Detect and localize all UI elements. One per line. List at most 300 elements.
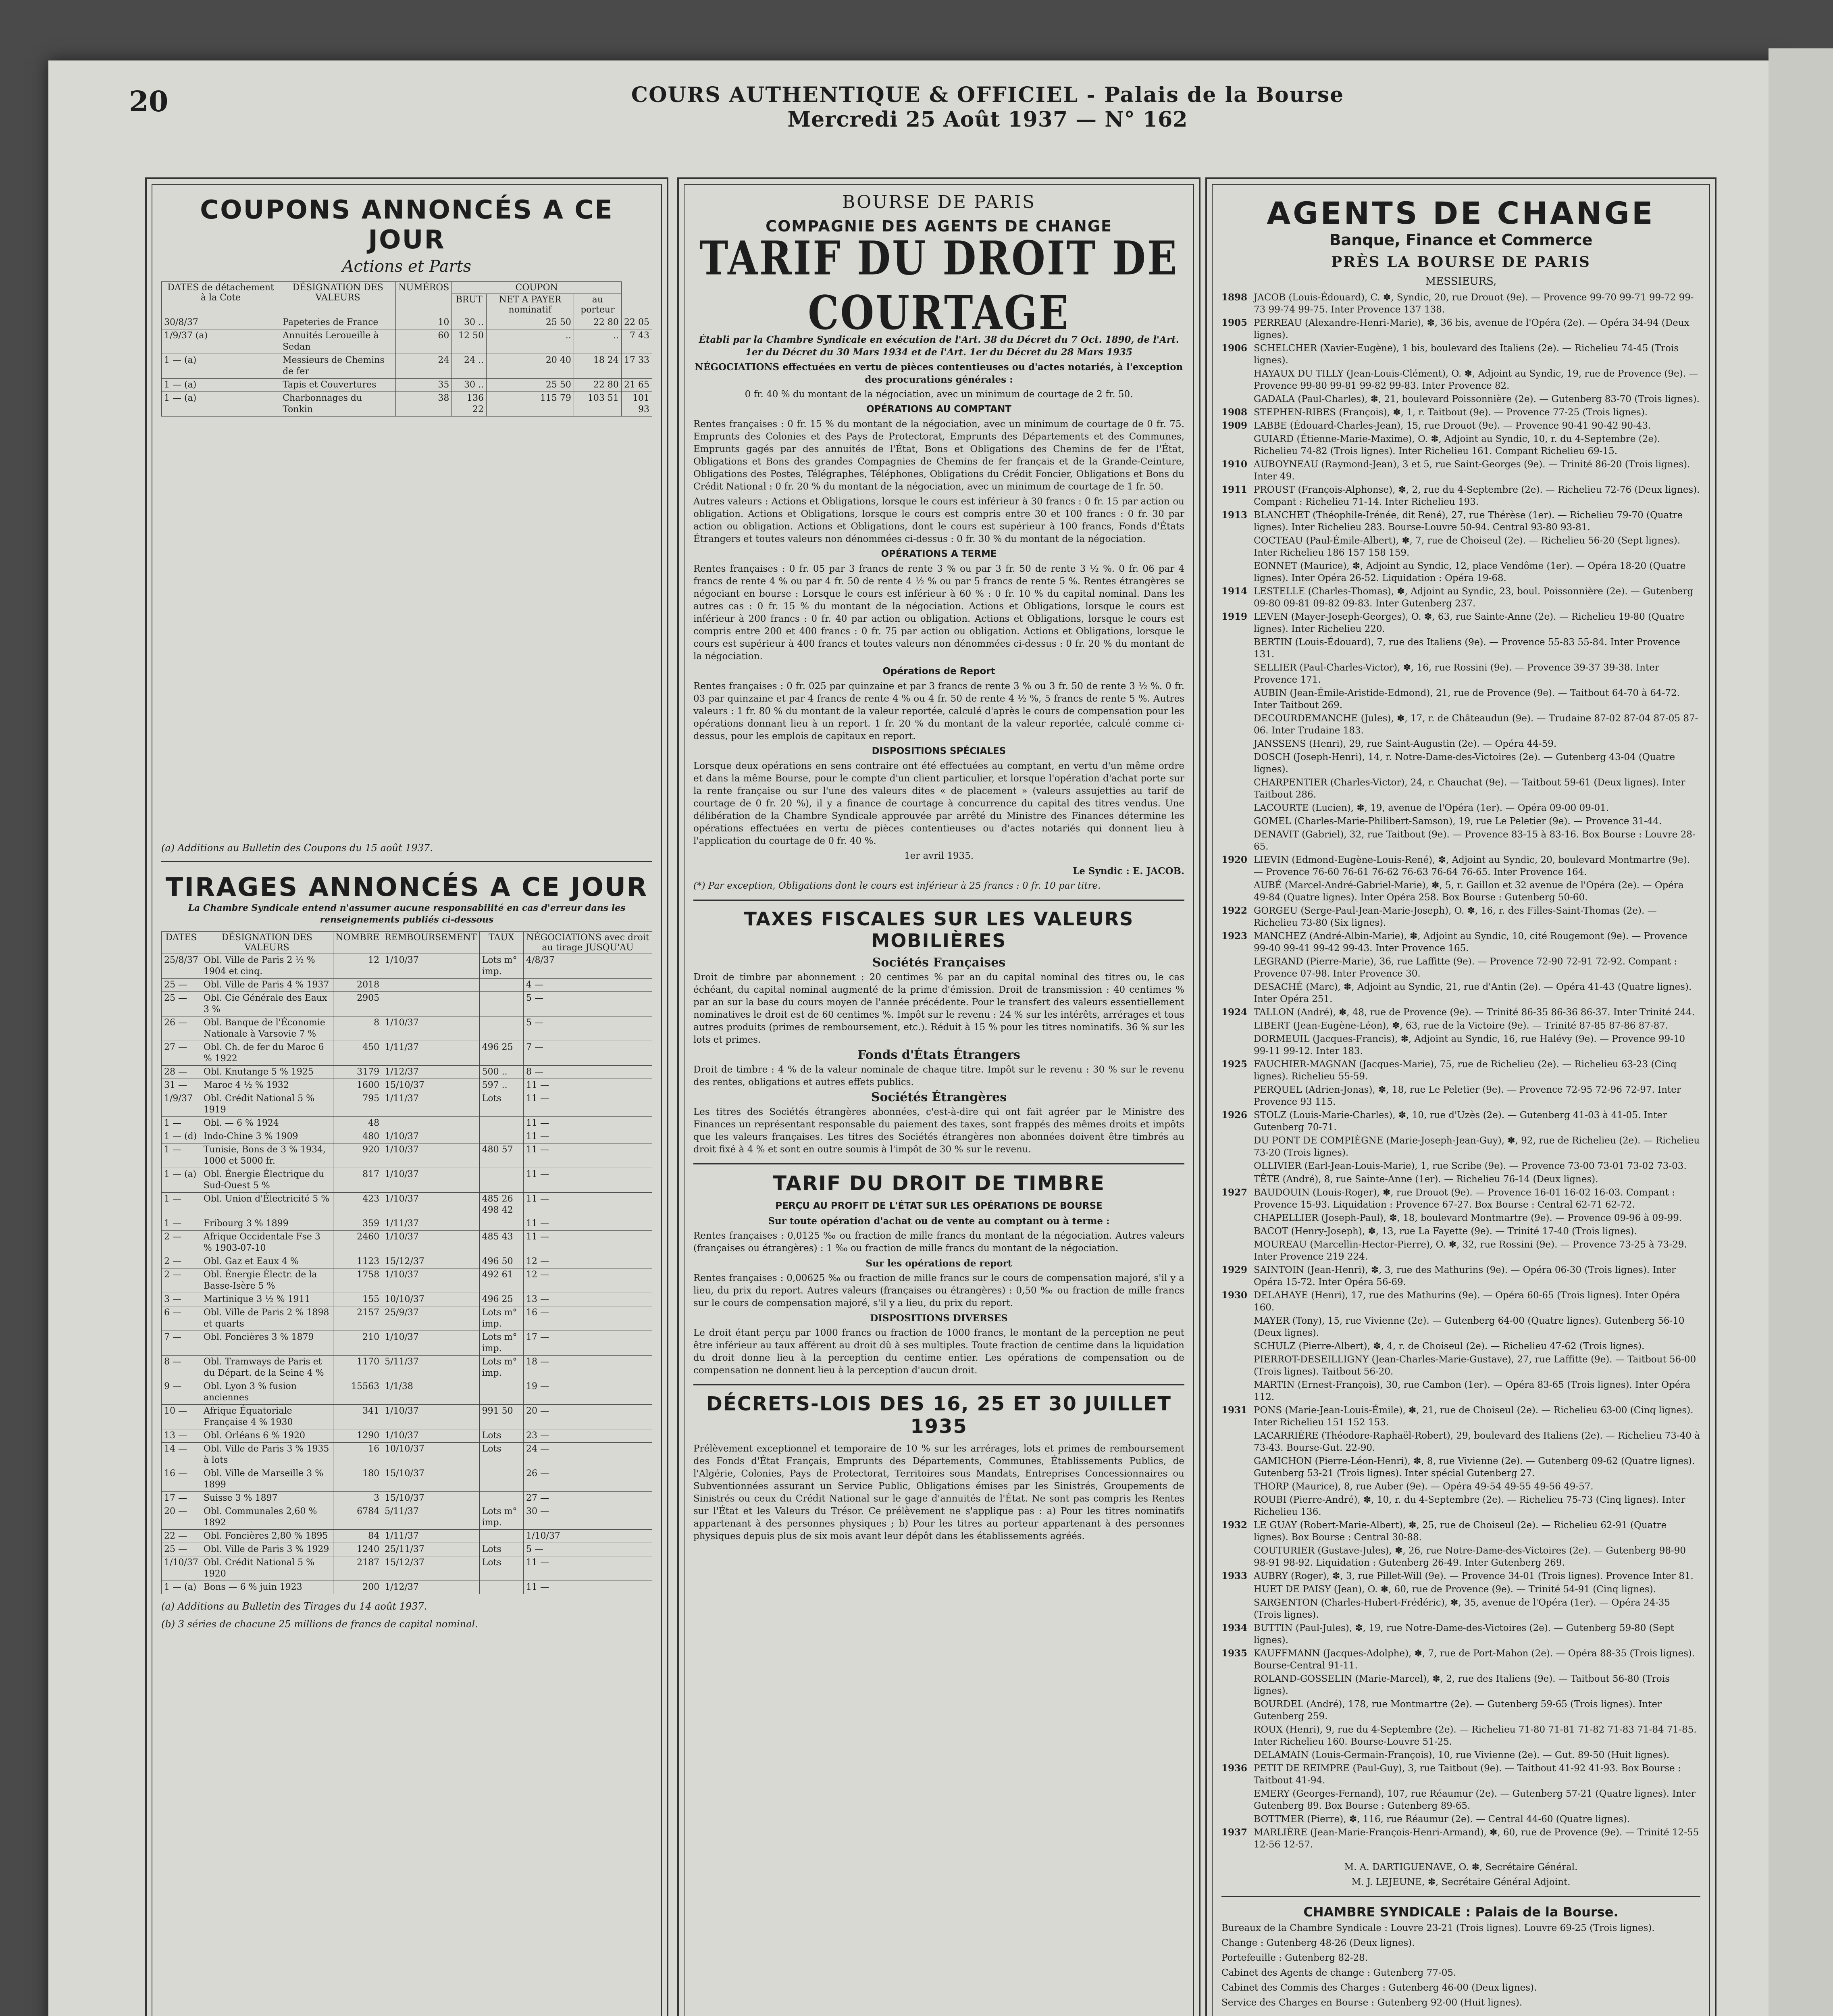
agent-year xyxy=(1221,1597,1254,1621)
table-cell: Martinique 3 ½ % 1911 xyxy=(201,1293,333,1306)
table-cell: Lots m° imp. xyxy=(479,1331,523,1356)
agent-year: 1922 xyxy=(1221,905,1248,916)
agent-details: LEVEN (Mayer-Joseph-Georges), O. ✽, 63, rue Sainte-Anne (2e). — Richelieu 19-80 (Quatre lignes). Inter Richelieu 220. xyxy=(1254,612,1685,634)
agent-details: JANSSENS (Henri), 29, rue Saint-Augustin (2e). — Opéra 44-59. xyxy=(1254,739,1557,749)
table-cell: 480 57 xyxy=(479,1143,523,1168)
table-row xyxy=(162,1356,652,1380)
masthead xyxy=(605,83,1371,132)
agent-details: DELAHAYE (Henri), 17, rue des Mathurins (9e). — Opéra 60-65 (Trois lignes). Inter Opéra 160. xyxy=(1254,1290,1680,1313)
agent-year xyxy=(1221,560,1254,584)
table-cell: 500 .. xyxy=(479,1066,523,1079)
table-cell: .. xyxy=(574,329,621,354)
table-cell: 1290 xyxy=(333,1429,382,1443)
table-cell: 25/8/37 xyxy=(162,954,201,979)
agent-entry xyxy=(1221,1006,1700,1018)
agent-details: KAUFFMANN (Jacques-Adolphe), ✽, 7, rue de Port-Mahon (2e). — Opéra 88-35 (Trois lignes). Bourse-Central 91-11. xyxy=(1254,1648,1695,1671)
agent-year xyxy=(1221,1813,1254,1825)
agent-year xyxy=(1221,1340,1254,1352)
agent-entry xyxy=(1221,1020,1700,1032)
agent-details: GADALA (Paul-Charles), ✽, 21, boulevard Poissonnière (2e). — Gutenberg 83-70 (Trois lignes). xyxy=(1254,394,1700,404)
agent-entry xyxy=(1221,1187,1700,1211)
table-cell: 30 .. xyxy=(452,379,487,392)
timbre-subtitle: PERÇU AU PROFIT DE L'ÉTAT SUR LES OPÉRATIONS DE BOURSE xyxy=(775,1201,1103,1211)
table-row xyxy=(162,1079,652,1092)
agent-entry xyxy=(1221,1749,1700,1761)
table-cell: Obl. Foncières 3 % 1879 xyxy=(201,1331,333,1356)
agent-entry xyxy=(1221,342,1700,367)
table-cell xyxy=(479,1217,523,1231)
table-cell: 1 — xyxy=(162,1217,201,1231)
table-cell: 4/8/37 xyxy=(524,954,652,979)
agent-details: BUTTIN (Paul-Jules), ✽, 19, rue Notre-Dame-des-Victoires (2e). — Gutenberg 59-80 (Sept lignes). xyxy=(1254,1623,1674,1645)
table-cell: 1 — (d) xyxy=(162,1130,201,1143)
table-cell: 492 61 xyxy=(479,1268,523,1293)
agent-entry xyxy=(1221,829,1700,853)
taxes-fe-text: Droit de timbre : 4 % de la valeur nominale de chaque titre. Impôt sur le revenu : 30 % sur le revenu des rentes, obligations et autres effets publics. xyxy=(693,1064,1184,1087)
agent-year xyxy=(1221,829,1254,853)
agent-year xyxy=(1221,802,1254,814)
table-cell: 1/10/37 xyxy=(382,954,480,979)
agent-details: LABBE (Édouard-Charles-Jean), 15, rue Drouot (9e). — Provence 90-41 90-42 90-43. xyxy=(1254,421,1651,431)
table-row xyxy=(162,1092,652,1117)
agent-year xyxy=(1221,393,1254,405)
table-cell: 22 80 xyxy=(574,316,621,329)
table-cell: Tapis et Couvertures xyxy=(280,379,396,392)
coupons-col-nominatif: NET A PAYER nominatif xyxy=(486,294,574,316)
table-cell: 103 51 xyxy=(574,392,621,417)
table-row xyxy=(162,1268,652,1293)
table-cell: 920 xyxy=(333,1143,382,1168)
courtage-neg-head: NÉGOCIATIONS effectuées en vertu de pièces contentieuses ou d'actes notariés, à l'exception des procurations générales : xyxy=(695,362,1183,385)
agent-entry xyxy=(1221,738,1700,750)
timbre-text3: Le droit étant perçu par 1000 francs ou fraction de 1000 francs, le montant de la perception ne peut être inférieur au taux afférent au droit dû à ses multiples. Toute fraction de centime dans la liquidation du droit donne lieu à la perception du centime entier. Les opérations de compensation ou de compensation ne donnent lieu à la perception d'aucun droit. xyxy=(693,1328,1184,1376)
agent-details: HAYAUX DU TILLY (Jean-Louis-Clément), O. ✽, Adjoint au Syndic, 19, rue de Provence (9e). — Provence 99-80 99-81 99-82 99-83. Inter Provence 82. xyxy=(1254,369,1698,391)
agent-entry xyxy=(1221,1673,1700,1697)
agent-details: TALLON (André), ✽, 48, rue de Provence (9e). — Trinité 86-35 86-36 86-37. Inter Trinité 244. xyxy=(1254,1007,1695,1018)
table-cell: Obl. Ville de Paris 2 % 1898 et quarts xyxy=(201,1306,333,1331)
table-cell: 341 xyxy=(333,1405,382,1429)
courtage-op-comptant: OPÉRATIONS AU COMPTANT xyxy=(866,404,1012,414)
agent-details: THORP (Maurice), 8, rue Auber (9e). — Opéra 49-54 49-55 49-56 49-57. xyxy=(1254,1481,1594,1492)
table-row xyxy=(162,1492,652,1505)
agent-details: GORGEU (Serge-Paul-Jean-Marie-Joseph), O. ✽, 16, r. des Filles-Saint-Thomas (2e). — Richelieu 73-80 (Six lignes). xyxy=(1254,906,1657,928)
agent-entry xyxy=(1221,1173,1700,1185)
table-cell: 795 xyxy=(333,1092,382,1117)
tirages-col-negociations: NÉGOCIATIONS avec droit au tirage JUSQU'AU xyxy=(524,932,652,954)
table-cell: 15/10/37 xyxy=(382,1467,480,1492)
agent-entry xyxy=(1221,1481,1700,1493)
agent-entry xyxy=(1221,1698,1700,1722)
agent-details: PERREAU (Alexandre-Henri-Marie), ✽, 36 bis, avenue de l'Opéra (2e). — Opéra 34-94 (Deux lignes). xyxy=(1254,318,1689,340)
tirages-col-nombre: NOMBRE xyxy=(333,932,382,954)
courtage-syndic: Le Syndic : E. JACOB. xyxy=(1073,866,1184,877)
agent-year xyxy=(1221,981,1254,1005)
agent-entry xyxy=(1221,854,1700,878)
agent-year xyxy=(1221,662,1254,686)
agent-year: 1905 xyxy=(1221,317,1248,328)
agent-year xyxy=(1221,1315,1254,1339)
agent-entry xyxy=(1221,1084,1700,1108)
table-row xyxy=(162,1581,652,1594)
table-cell: 1/11/37 xyxy=(382,1041,480,1066)
table-row xyxy=(162,1117,652,1130)
courtage-title: TARIF DU DROIT DE COURTAGE xyxy=(699,231,1179,340)
table-cell: Obl. Orléans 6 % 1920 xyxy=(201,1429,333,1443)
agent-year: 1930 xyxy=(1221,1290,1248,1301)
table-cell: 1 — xyxy=(162,1143,201,1168)
table-cell: 1/10/37 xyxy=(382,1016,480,1041)
chambre-line-6: Service des Charges en Bourse : Gutenberg 92-00 (Huit lignes). xyxy=(1221,1997,1523,2008)
table-cell: Obl. Lyon 3 % fusion anciennes xyxy=(201,1380,333,1405)
table-cell: 20 — xyxy=(162,1505,201,1530)
agent-year: 1935 xyxy=(1221,1648,1248,1659)
table-cell xyxy=(382,992,480,1016)
table-cell: 1600 xyxy=(333,1079,382,1092)
table-cell: 25 — xyxy=(162,992,201,1016)
agent-details: MARTIN (Ernest-François), 30, rue Cambon (1er). — Opéra 83-65 (Trois lignes). Inter Opéra 112. xyxy=(1254,1380,1691,1402)
agent-entry xyxy=(1221,1354,1700,1378)
courtage-terme-text: Rentes françaises : 0 fr. 05 par 3 francs de rente 3 % ou par 3 fr. 50 de rente 3 ½ %. 0 fr. 06 par 4 francs de rente 4 % ou par 4 fr. 50 de rente 4 ½ % ou par 5 francs de rente 5 %. Rentes étrangères se négociant en bourse : Lorsque le cours est inférieur à 60 % : 0 fr. 10 % du capital nominal. Dans les autres cas : 0 fr. 15 % du montant de la négociation. Actions et Obligations, lorsque le cours est inférieur à 200 francs : 0 fr. 40 par action ou obligation. Actions et Obligations, lorsque le cours est compris entre 200 et 400 francs : 0 fr. 75 par action ou obligation. Actions et Obligations, lorsque le cours est supérieur à 400 francs et toutes valeurs non dénommées ci-dessus : 0 fr. 20 % du montant de la négociation. xyxy=(693,564,1184,662)
agent-year: 1910 xyxy=(1221,459,1248,470)
courtage-asterisk-note: (*) Par exception, Obligations dont le cours est inférieur à 25 francs : 0 fr. 10 par titre. xyxy=(693,881,1101,891)
table-cell: 26 — xyxy=(524,1467,652,1492)
table-cell: 1/10/37 xyxy=(382,1405,480,1429)
agent-details: MAYER (Tony), 15, rue Vivienne (2e). — Gutenberg 64-00 (Quatre lignes). Gutenberg 56-10 (Deux lignes). xyxy=(1254,1316,1685,1338)
table-row xyxy=(162,379,652,392)
agent-entry xyxy=(1221,420,1700,432)
agent-year xyxy=(1221,738,1254,750)
table-row xyxy=(162,992,652,1016)
table-cell: 19 — xyxy=(524,1380,652,1405)
coupons-col-designation: DÉSIGNATION DES VALEURS xyxy=(280,282,396,316)
table-cell: 11 — xyxy=(524,1092,652,1117)
table-cell: 5 — xyxy=(524,1543,652,1556)
table-cell: 8 — xyxy=(162,1356,201,1380)
agent-year: 1936 xyxy=(1221,1763,1248,1774)
table-row xyxy=(162,1530,652,1543)
agent-entry xyxy=(1221,712,1700,737)
agent-entry xyxy=(1221,1597,1700,1621)
agent-details: PETIT DE REIMPRE (Paul-Guy), 3, rue Taitbout (9e). — Taitbout 41-92 41-93. Box Bourse : Taitbout 41-94. xyxy=(1254,1763,1681,1786)
agent-year xyxy=(1221,368,1254,392)
table-cell: 23 — xyxy=(524,1429,652,1443)
agent-year xyxy=(1221,687,1254,711)
table-cell: 6 — xyxy=(162,1306,201,1331)
table-cell xyxy=(479,992,523,1016)
agent-year xyxy=(1221,636,1254,660)
agent-details: COCTEAU (Paul-Émile-Albert), ✽, 7, rue de Choiseul (2e). — Richelieu 56-20 (Sept lignes). Inter Richelieu 186 157 158 159. xyxy=(1254,535,1681,558)
table-cell: 10 xyxy=(396,316,452,329)
table-cell: 2 — xyxy=(162,1231,201,1255)
agent-entry xyxy=(1221,1135,1700,1159)
table-cell: 27 — xyxy=(524,1492,652,1505)
table-cell: 485 43 xyxy=(479,1231,523,1255)
agent-year: 1909 xyxy=(1221,420,1248,431)
agent-entry xyxy=(1221,981,1700,1005)
agent-year: 1906 xyxy=(1221,343,1248,354)
agent-details: LACARRIÈRE (Théodore-Raphaël-Robert), 29, boulevard des Italiens (2e). — Richelieu 73-40 à 73-43. Bourse-Gut. 22-90. xyxy=(1254,1431,1700,1453)
agent-year xyxy=(1221,1698,1254,1722)
agent-year: 1925 xyxy=(1221,1059,1248,1070)
agent-year: 1931 xyxy=(1221,1405,1248,1416)
table-cell: 21 65 xyxy=(621,379,652,392)
tirages-subtitle: La Chambre Syndicale entend n'assumer aucune responsabilité en cas d'erreur dans les renseignements publiés ci-dessous xyxy=(188,903,626,925)
agent-details: DORMEUIL (Jacques-Francis), ✽, Adjoint au Syndic, 16, rue Halévy (9e). — Provence 99-10 99-11 99-12. Inter 183. xyxy=(1254,1034,1685,1056)
table-cell: 22 80 xyxy=(574,379,621,392)
agent-entry xyxy=(1221,1058,1700,1083)
agent-year: 1898 xyxy=(1221,292,1248,303)
table-cell: 25 50 xyxy=(486,379,574,392)
table-cell: 597 .. xyxy=(479,1079,523,1092)
table-cell: 2187 xyxy=(333,1556,382,1581)
table-cell xyxy=(479,1581,523,1594)
agent-details: MANCHEZ (André-Albin-Marie), ✽, Adjoint au Syndic, 10, cité Rougemont (9e). — Provence 99-40 99-41 99-42 99-43. Inter Provence 165. xyxy=(1254,931,1687,954)
agent-year xyxy=(1221,777,1254,801)
page-number: 20 xyxy=(129,85,169,118)
agent-details: SCHULZ (Pierre-Albert), ✽, 4, r. de Choiseul (2e). — Richelieu 47-62 (Trois lignes). xyxy=(1254,1341,1645,1352)
agent-year xyxy=(1221,815,1254,827)
table-cell: 35 xyxy=(396,379,452,392)
timbre-head2: Sur les opérations de report xyxy=(866,1258,1012,1269)
table-cell: Obl. Ville de Paris 3 % 1935 à lots xyxy=(201,1443,333,1467)
table-row xyxy=(162,1217,652,1231)
table-cell: 11 — xyxy=(524,1193,652,1217)
table-cell: 11 — xyxy=(524,1130,652,1143)
agent-year xyxy=(1221,1225,1254,1237)
table-cell: Afrique Équatoriale Française 4 % 1930 xyxy=(201,1405,333,1429)
table-cell: 7 43 xyxy=(621,329,652,354)
table-cell: 1/11/37 xyxy=(382,1092,480,1117)
coupons-col-numeros: NUMÉROS xyxy=(396,282,452,316)
agent-details: LE GUAY (Robert-Marie-Albert), ✽, 25, rue de Choiseul (2e). — Richelieu 62-91 (Quatre lignes). Box Bourse : Central 30-88. xyxy=(1254,1520,1667,1543)
agents-title: AGENTS DE CHANGE xyxy=(1267,195,1655,231)
chambre-line-2: Change : Gutenberg 48-26 (Deux lignes). xyxy=(1221,1938,1415,1948)
table-cell: 101 93 xyxy=(621,392,652,417)
table-row xyxy=(162,1066,652,1079)
table-cell: 12 — xyxy=(524,1268,652,1293)
table-cell: 11 — xyxy=(524,1143,652,1168)
agent-details: CHARPENTIER (Charles-Victor), 24, r. Chauchat (9e). — Taitbout 59-61 (Deux lignes). Inter Taitbout 286. xyxy=(1254,777,1685,800)
agent-entry xyxy=(1221,1724,1700,1748)
agent-entry xyxy=(1221,777,1700,801)
agent-year xyxy=(1221,1160,1254,1172)
agents-subtitle: Banque, Finance et Commerce xyxy=(1329,231,1593,249)
agent-details: EONNET (Maurice), ✽, Adjoint au Syndic, 12, place Vendôme (1er). — Opéra 18-20 (Quatre lignes). Inter Opéra 26-52. Liquidation : Opéra 19-68. xyxy=(1254,561,1686,583)
agent-year xyxy=(1221,1239,1254,1263)
courtage-top2: COMPAGNIE DES AGENTS DE CHANGE xyxy=(766,217,1112,235)
agent-year: 1913 xyxy=(1221,510,1248,521)
table-cell: 11 — xyxy=(524,1231,652,1255)
tirages-col-taux: TAUX xyxy=(479,932,523,954)
table-cell: .. xyxy=(486,329,574,354)
agent-entry xyxy=(1221,368,1700,392)
table-cell: 1/1/38 xyxy=(382,1380,480,1405)
table-cell: 30 .. xyxy=(452,316,487,329)
chambre-title: CHAMBRE SYNDICALE : Palais de la Bourse. xyxy=(1303,1904,1619,1920)
table-cell: 16 xyxy=(333,1443,382,1467)
table-cell: 180 xyxy=(333,1467,382,1492)
table-cell: 24 xyxy=(396,354,452,379)
table-row xyxy=(162,1255,652,1268)
table-cell: 28 — xyxy=(162,1066,201,1079)
agent-year: 1919 xyxy=(1221,611,1248,622)
tirages-footnote-b: (b) 3 séries de chacune 25 millions de francs de capital nominal. xyxy=(161,1618,478,1630)
table-cell: 30 — xyxy=(524,1505,652,1530)
agent-details: PERQUEL (Adrien-Jonas), ✽, 18, rue Le Peletier (9e). — Provence 72-95 72-96 72-97. Inter Provence 93 115. xyxy=(1254,1085,1681,1107)
agent-entry xyxy=(1221,905,1700,929)
table-row xyxy=(162,1016,652,1041)
table-cell: 2 — xyxy=(162,1255,201,1268)
agent-details: GUIARD (Étienne-Marie-Maxime), O. ✽, Adjoint au Syndic, 10, r. du 4-Septembre (2e). Richelieu 74-82 (Trois lignes). Inter Richelieu 161. Compant Richelieu 69-15. xyxy=(1254,434,1660,456)
agent-entry xyxy=(1221,1225,1700,1237)
table-cell: Obl. Gaz et Eaux 4 % xyxy=(201,1255,333,1268)
table-cell: 24 .. xyxy=(452,354,487,379)
chambre-line-4: Cabinet des Agents de change : Gutenberg 77-05. xyxy=(1221,1968,1456,1978)
agent-details: BERTIN (Louis-Édouard), 7, rue des Italiens (9e). — Provence 55-83 55-84. Inter Provence 131. xyxy=(1254,637,1680,660)
agent-year: 1924 xyxy=(1221,1007,1248,1018)
agent-details: PONS (Marie-Jean-Louis-Émile), ✽, 21, rue de Choiseul (2e). — Richelieu 63-00 (Cinq lignes). Inter Richelieu 151 152 153. xyxy=(1254,1405,1694,1428)
coupons-subtitle: Actions et Parts xyxy=(342,257,472,276)
table-cell: Afrique Occidentale Fse 3 % 1903-07-10 xyxy=(201,1231,333,1255)
decrets-text: Prélèvement exceptionnel et temporaire de 10 % sur les arrérages, lots et primes de remboursement des Fonds d'État Français, Emprunts des Départements, Communes, Établissements Publics, de l'Algérie, Colonies, Pays de Protectorat, Territoires sous Mandats, Entreprises Concessionnaires ou Subventionnées assurant un Service Public, Obligations émises par les Sinistrés, Groupements de Sinistrés ou ceux du Crédit National sur le gage d'annuités de l'État. Ne sont pas compris les Rentes sur l'État et les Valeurs du Trésor. Ce prélèvement ne s'applique pas : a) Pour les titres nominatifs appartenant à des personnes physiques ; b) Pour les titres au porteur appartenant à des personnes physiques depuis plus de six mois avant leur dépôt dans les établissements agréés. xyxy=(693,1443,1184,1541)
agent-details: STOLZ (Louis-Marie-Charles), ✽, 10, rue d'Uzès (2e). — Gutenberg 41-03 à 41-05. Inter Gutenberg 70-71. xyxy=(1254,1110,1667,1133)
table-cell: 16 — xyxy=(162,1467,201,1492)
agent-entry xyxy=(1221,1583,1700,1595)
agent-year xyxy=(1221,1724,1254,1748)
table-cell: Obl. Crédit National 5 % 1919 xyxy=(201,1092,333,1117)
agent-year xyxy=(1221,712,1254,737)
coupons-col-brut: BRUT xyxy=(452,294,487,316)
table-cell: 12 50 xyxy=(452,329,487,354)
timbre-text2: Rentes françaises : 0,00625 ‰ ou fraction de mille francs sur le cours de compensation majoré, s'il y a lieu, du prix du report. Autres valeurs (françaises ou étrangères) : 0,50 ‰ ou fraction de mille francs sur le cours de compensation majoré, s'il y a lieu, du prix du report. xyxy=(693,1273,1184,1308)
agent-details: FAUCHIER-MAGNAN (Jacques-Marie), 75, rue de Richelieu (2e). — Richelieu 63-23 (Cinq lignes). Richelieu 55-59. xyxy=(1254,1059,1677,1082)
table-cell: 25/9/37 xyxy=(382,1306,480,1331)
agent-year: 1920 xyxy=(1221,854,1248,865)
table-cell: 423 xyxy=(333,1193,382,1217)
secretary-2: M. J. LEJEUNE, ✽, Secrétaire Général Adjoint. xyxy=(1351,1877,1571,1887)
agent-details: ROUX (Henri), 9, rue du 4-Septembre (2e). — Richelieu 71-80 71-81 71-82 71-83 71-84 71-85. Inter Richelieu 160. Bourse-Louvre 51-25. xyxy=(1254,1724,1697,1747)
table-cell xyxy=(479,1467,523,1492)
courtage-date: 1er avril 1935. xyxy=(904,851,974,861)
table-cell: 3179 xyxy=(333,1066,382,1079)
table-cell: 30/8/37 xyxy=(162,316,280,329)
table-cell: 38 xyxy=(396,392,452,417)
agent-entry xyxy=(1221,930,1700,954)
table-cell xyxy=(479,1168,523,1193)
courtage-op-terme: OPÉRATIONS A TERME xyxy=(881,549,997,559)
table-cell: 11 — xyxy=(524,1168,652,1193)
agent-entry xyxy=(1221,317,1700,341)
table-cell: Obl. Ville de Marseille 3 % 1899 xyxy=(201,1467,333,1492)
table-cell: 496 25 xyxy=(479,1041,523,1066)
table-row xyxy=(162,1130,652,1143)
agent-year xyxy=(1221,879,1254,904)
table-cell: 1/12/37 xyxy=(382,1066,480,1079)
agent-year: 1926 xyxy=(1221,1110,1248,1120)
table-cell: Obl. Tramways de Paris et du Départ. de la Seine 4 % xyxy=(201,1356,333,1380)
adjacent-page-edge xyxy=(1769,48,1833,2016)
table-cell: Obl. Foncières 2,80 % 1895 xyxy=(201,1530,333,1543)
agent-details: ROLAND-GOSSELIN (Marie-Marcel), ✽, 2, rue des Italiens (9e). — Taitbout 56-80 (Trois lignes). xyxy=(1254,1674,1670,1696)
table-cell: 84 xyxy=(333,1530,382,1543)
table-cell: Lots xyxy=(479,1543,523,1556)
table-cell: 1 — xyxy=(162,1117,201,1130)
courtage-op-report: Opérations de Report xyxy=(882,666,995,677)
table-cell: Maroc 4 ½ % 1932 xyxy=(201,1079,333,1092)
column-tarifs xyxy=(677,177,1201,2016)
timbre-head1: Sur toute opération d'achat ou de vente au comptant ou à terme : xyxy=(768,1216,1110,1227)
agent-details: SELLIER (Paul-Charles-Victor), ✽, 16, rue Rossini (9e). — Provence 39-37 39-38. Inter Provence 171. xyxy=(1254,662,1659,685)
agent-year xyxy=(1221,1749,1254,1761)
agent-details: DU PONT DE COMPIÈGNE (Marie-Joseph-Jean-Guy), ✽, 92, rue de Richelieu (2e). — Richelieu 73-20 (Trois lignes). xyxy=(1254,1135,1700,1158)
courtage-neg-text: 0 fr. 40 % du montant de la négociation, avec un minimum de courtage de 2 fr. 50. xyxy=(745,389,1133,400)
agent-year xyxy=(1221,1583,1254,1595)
agent-details: AUBÉ (Marcel-André-Gabriel-Marie), ✽, 5, r. Gaillon et 32 avenue de l'Opéra (2e). — Opéra 49-84 (Quatre lignes). Inter Opéra 258. Box Bourse : Gutenberg 50-60. xyxy=(1254,880,1684,903)
table-row xyxy=(162,1143,652,1168)
agent-entry xyxy=(1221,662,1700,686)
table-row xyxy=(162,316,652,329)
table-cell: 13 — xyxy=(524,1293,652,1306)
agent-entry xyxy=(1221,815,1700,827)
table-cell: 1758 xyxy=(333,1268,382,1293)
table-cell: 1/9/37 (a) xyxy=(162,329,280,354)
agent-entry xyxy=(1221,1379,1700,1403)
table-cell: 17 33 xyxy=(621,354,652,379)
table-row xyxy=(162,954,652,979)
agent-entry xyxy=(1221,406,1700,419)
agent-year: 1914 xyxy=(1221,586,1248,597)
agent-year: 1937 xyxy=(1221,1827,1248,1838)
table-cell: 817 xyxy=(333,1168,382,1193)
table-cell: 10/10/37 xyxy=(382,1293,480,1306)
table-cell: 18 24 xyxy=(574,354,621,379)
agent-entry xyxy=(1221,611,1700,635)
table-cell: 14 — xyxy=(162,1443,201,1467)
table-cell: 31 — xyxy=(162,1079,201,1092)
agent-details: LACOURTE (Lucien), ✽, 19, avenue de l'Opéra (1er). — Opéra 09-00 09-01. xyxy=(1254,803,1609,813)
agent-details: BOURDEL (André), 178, rue Montmartre (2e). — Gutenberg 59-65 (Trois lignes). Inter Gutenberg 259. xyxy=(1254,1699,1662,1722)
masthead-line1: COURS AUTHENTIQUE & OFFICIEL - Palais de la Bourse xyxy=(631,83,1344,107)
agent-details: MOUREAU (Marcellin-Hector-Pierre), O. ✽, 32, rue Rossini (9e). — Provence 73-25 à 73-29. Inter Provence 219 224. xyxy=(1254,1239,1687,1262)
table-cell: 1123 xyxy=(333,1255,382,1268)
taxes-sf-text: Droit de timbre par abonnement : 20 centimes % par an du capital nominal des titres ou, le cas échéant, du capital nominal augmenté de la prime d'émission. Droit de transmission : 40 centimes % par an sur la base du cours moyen de l'année précédente. Pour le transfert des valeurs essentiellement nominatives le droit est de 60 centimes %. Impôt sur le revenu : 24 % sur les intérêts, arrérages et tous autres produits (primes de remboursement, etc.). Réduit à 15 % pour les titres nominatifs. 36 % sur les lots et primes. xyxy=(693,972,1184,1045)
agent-year xyxy=(1221,1545,1254,1569)
agent-entry xyxy=(1221,1404,1700,1429)
table-cell: 5/11/37 xyxy=(382,1505,480,1530)
table-cell: 25/11/37 xyxy=(382,1543,480,1556)
agent-details: OLLIVIER (Earl-Jean-Louis-Marie), 1, rue Scribe (9e). — Provence 73-00 73-01 73-02 73-03. xyxy=(1254,1161,1687,1171)
table-cell: Bons — 6 % juin 1923 xyxy=(201,1581,333,1594)
table-cell: 5 — xyxy=(524,1016,652,1041)
table-cell: 12 — xyxy=(524,1255,652,1268)
agent-details: STEPHEN-RIBES (François), ✽, 1, r. Taitbout (9e). — Provence 77-25 (Trois lignes). xyxy=(1254,407,1648,418)
table-cell: Lots m° imp. xyxy=(479,954,523,979)
agent-entry xyxy=(1221,956,1700,980)
table-row xyxy=(162,1193,652,1217)
agents-list xyxy=(1221,292,1700,1851)
coupons-col-porteur: au porteur xyxy=(574,294,621,316)
table-cell: Obl. Ville de Paris 4 % 1937 xyxy=(201,979,333,992)
table-row xyxy=(162,1443,652,1467)
table-row xyxy=(162,392,652,417)
agent-entry xyxy=(1221,433,1700,457)
table-cell: 1/10/37 xyxy=(382,1268,480,1293)
coupons-col-coupon: COUPON xyxy=(452,282,622,294)
table-row xyxy=(162,1543,652,1556)
agent-details: MARLIÈRE (Jean-Marie-François-Henri-Armand), ✽, 60, rue de Provence (9e). — Trinité 12-55 12-56 12-57. xyxy=(1254,1827,1699,1850)
agent-entry xyxy=(1221,1264,1700,1288)
tirages-footnote-a: (a) Additions au Bulletin des Tirages du 14 août 1937. xyxy=(161,1601,427,1612)
